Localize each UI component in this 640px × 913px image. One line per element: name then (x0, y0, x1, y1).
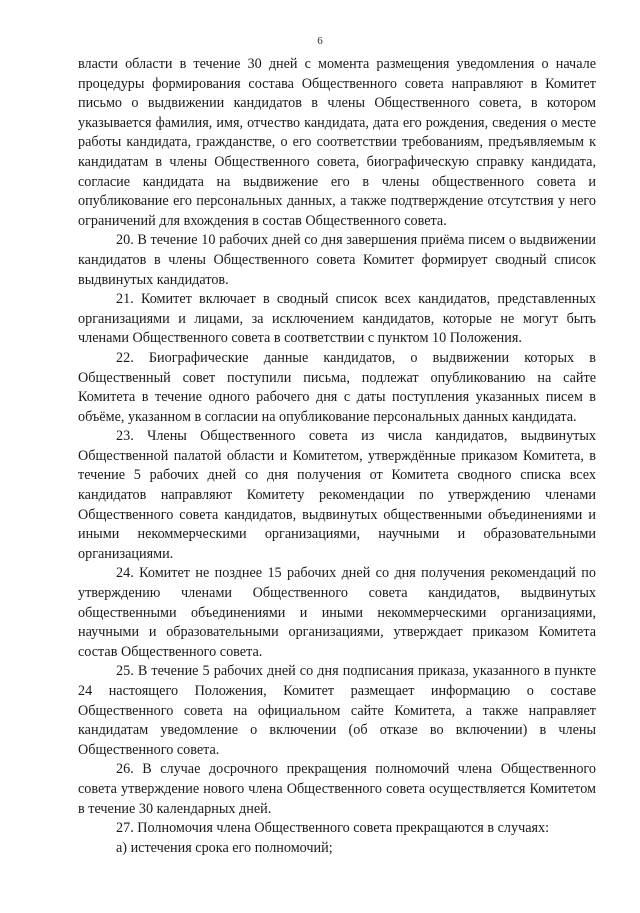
page-number: 6 (317, 35, 323, 47)
paragraph-25: 25. В течение 5 рабочих дней со дня подписания приказа, указанного в пункте 24 настоящего Положения, Комитет размещает информацию о составе Общественного совета на официальном сайте Комитета, а также направляет кандидатам уведомление о включении (об отказе во включении) в члены Общественного совета. (78, 663, 596, 758)
paragraph-23: 23. Члены Общественного совета из числа кандидатов, выдвинутых Общественной палатой области и Комитетом, утверждённые приказом Комитета, в течение 5 рабочих дней со дня получения от Комитета сводного списка всех кандидатов направляют Комитету рекомендации по утверждению членами Общественного совета кандидатов, выдвинутых общественными объединениями и иными некоммерческими организациями, научными и образовательными организациями. (78, 428, 596, 562)
paragraph-24: 24. Комитет не позднее 15 рабочих дней со дня получения рекомендаций по утверждению членами Общественного совета кандидатов, выдвинутых общественными объединениями и иными некоммерческими организациями, научными и образовательными организациями, утверждает приказом Комитета состав Общественного совета. (78, 565, 596, 660)
paragraph-26: 26. В случае досрочного прекращения полномочий члена Общественного совета утверждение нового члена Общественного совета осуществляется Комитетом в течение 30 календарных дней. (78, 761, 596, 817)
paragraph-19-continuation: власти области в течение 30 дней с момента размещения уведомления о начале процедуры формирования состава Общественного совета направляют в Комитет письмо о выдвижении кандидатов в члены Общественного совета, в котором указывается фамилия, имя, отчество кандидата, дата его рождения, сведения о месте работы кандидата, гражданстве, о его соответствии требованиям, предъявляемым к кандидатам в члены Общественного совета, биографическую справку кандидата, согласие кандидата на выдвижение его в члены общественного совета и опубликование его персональных данных, а также подтверждение отсутствия у него ограничений для вхождения в состав Общественного совета. (78, 56, 596, 229)
paragraph-22: 22. Биографические данные кандидатов, о выдвижении которых в Общественный совет поступили письма, подлежат опубликованию на сайте Комитета в течение одного рабочего дня с даты поступления указанных писем в объёме, указанном в согласии на опубликование персональных данных кандидата. (78, 349, 596, 425)
document-body (78, 55, 596, 858)
paragraph-21: 21. Комитет включает в сводный список всех кандидатов, представленных организациями и лицами, за исключением кандидатов, которые не могут быть членами Общественного совета в соответствии с пунктом 10 Положения. (78, 291, 596, 347)
paragraph-27-item-a: а) истечения срока его полномочий; (116, 839, 333, 856)
paragraph-20: 20. В течение 10 рабочих дней со дня завершения приёма писем о выдвижении кандидатов в члены Общественного совета Комитет формирует сводный список выдвинутых кандидатов. (78, 232, 596, 288)
paragraph-27: 27. Полномочия члена Общественного совета прекращаются в случаях: (116, 820, 550, 837)
